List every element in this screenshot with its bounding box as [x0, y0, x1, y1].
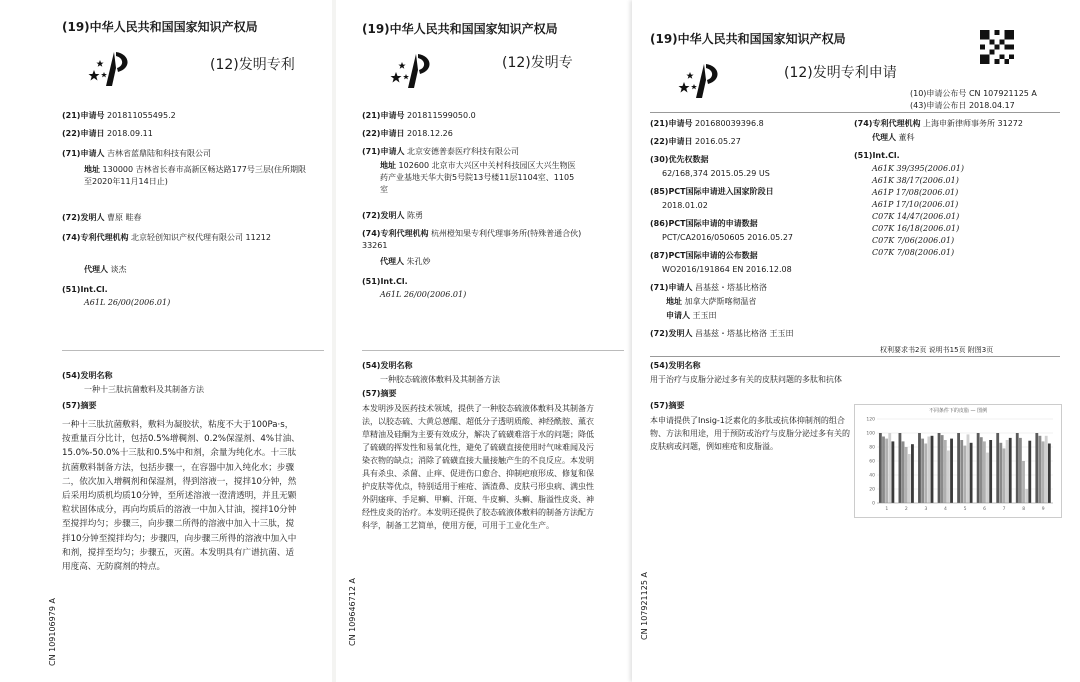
ipc-code: A61P 17/10(2006.01)	[872, 200, 959, 209]
field-int-cl: (51)Int.Cl.	[362, 277, 408, 286]
publication-date: (43)申请公布日 2018.04.17	[910, 101, 1015, 110]
bar	[938, 433, 941, 503]
bar	[980, 437, 983, 503]
field-address: 地址 130000 吉林省长春市高新区畅达路177号三层(住所期限至2020年11月14日止)	[84, 165, 307, 186]
x-tick-label: 9	[1041, 507, 1045, 512]
pages-info: 权利要求书2页 说明书15页 附图3页	[880, 346, 994, 354]
field-agent: 代理人 谈杰	[84, 265, 127, 274]
bar	[1006, 440, 1009, 503]
patent-type: (12)发明专	[502, 55, 573, 71]
abstract-text: 一种十三肽抗菌敷料，敷料为凝胶状，粘度不大于100Pa·s，按重量百分比计，包括0.5%增稠剂、0.2%保湿剂、4%甘油、15.0%-50.0%十三肽和0.5%中和剂，余量为纯化水。十三肽抗菌敷料制备方法，包括步骤一，在容器中加入纯化水；步骤二，依次加入增稠剂和保湿剂，得到溶液一，搅拌10分钟，然后采用均质机均质10分钟，至所述溶液一澄清透明，并且无颗粒状固体成分，再向均质后的溶液一中加入甘油，搅拌10分钟至搅拌均匀；步骤三，向步骤二所得的溶液中加入十三肽，搅拌10分钟至搅拌均匀；步骤四，向步骤三所得的溶液中加入中和剂，搅拌至均匀；步骤五，灭菌。本发明具有广谱抗菌、适用度高、无防腐剂的特点。	[62, 420, 300, 573]
bar	[921, 439, 924, 503]
y-tick-label: 40	[869, 473, 875, 479]
x-tick-label: 2	[904, 507, 908, 512]
bar	[1042, 441, 1045, 503]
bar	[986, 453, 989, 503]
ipc-code: A61L 26/00(2006.01)	[380, 290, 467, 299]
side-publication-number: CN 107921125 A	[640, 572, 649, 640]
title-label: (54)发明名称	[362, 361, 413, 370]
bar	[963, 446, 966, 503]
abstract-text: 本申请提供了Insig-1泛素化的多肽或抗体抑制剂的组合物、方法和用途，用于预防或治疗与皮脂分泌过多有关的皮肤病或问题，例如痤疮和皮脂溢。	[650, 416, 850, 451]
office-name: (19)中华人民共和国国家知识产权局	[62, 20, 258, 34]
bar	[1035, 433, 1038, 503]
invention-title: 一种胶态硫液体敷料及其制备方法	[380, 375, 500, 384]
field-applicant: (71)申请人 昌基兹・塔基比格洛	[650, 283, 767, 292]
cnipa-logo-icon	[86, 50, 142, 88]
field-agent: 代理人 董科	[872, 133, 915, 142]
x-tick-label: 7	[1002, 507, 1006, 512]
bar	[1009, 438, 1012, 503]
bar	[1048, 444, 1051, 504]
abstract-label: (57)摘要	[650, 401, 685, 410]
title-label: (54)发明名称	[650, 361, 701, 370]
abstract-label: (57)摘要	[62, 401, 97, 410]
bar	[977, 433, 980, 503]
bar	[918, 433, 921, 503]
ipc-code: C07K 14/47(2006.01)	[872, 212, 960, 221]
divider	[650, 356, 1060, 357]
abstract-label: (57)摘要	[362, 389, 397, 398]
bar	[970, 443, 973, 503]
field-priority: (30)优先权数据	[650, 155, 709, 164]
bar	[944, 440, 947, 503]
ipc-code: A61K 39/395(2006.01)	[872, 164, 964, 173]
bar	[983, 441, 986, 503]
bar	[931, 436, 934, 503]
bar	[924, 444, 927, 504]
field-applicant-2: 申请人 王玉田	[666, 311, 717, 320]
ipc-code: A61P 17/08(2006.01)	[872, 188, 959, 197]
y-tick-label: 0	[872, 501, 875, 507]
bar	[899, 433, 902, 503]
field-pct-national-phase-value: 2018.01.02	[662, 201, 708, 210]
patent-page-1	[0, 0, 332, 682]
divider	[62, 350, 324, 351]
x-tick-label: 1	[885, 507, 889, 512]
bar	[950, 439, 953, 503]
bar	[1016, 433, 1019, 503]
field-int-cl: (51)Int.Cl.	[854, 151, 900, 160]
abstract-figure	[854, 404, 1062, 518]
patent-type: (12)发明专利	[210, 57, 295, 73]
y-tick-label: 20	[869, 487, 875, 493]
x-tick-label: 3	[924, 507, 928, 512]
field-priority-value: 62/168,374 2015.05.29 US	[662, 169, 770, 178]
bar	[885, 439, 888, 503]
bar	[882, 437, 885, 504]
bar	[927, 437, 930, 504]
bar	[1028, 441, 1031, 503]
invention-title: 一种十三肽抗菌敷料及其制备方法	[84, 385, 204, 394]
ipc-code: C07K 7/06(2006.01)	[872, 236, 955, 245]
bar	[999, 443, 1002, 503]
y-tick-label: 80	[869, 445, 875, 451]
divider	[650, 112, 1060, 113]
bar	[960, 440, 963, 503]
field-inventor: (72)发明人 昌基兹・塔基比格洛 王玉田	[650, 329, 794, 338]
cnipa-logo-icon	[388, 52, 444, 90]
x-tick-label: 5	[963, 507, 967, 512]
bar	[1022, 461, 1025, 503]
field-agency: (74)专利代理机构 杭州橙知果专利代理事务所(特殊普通合伙) 33261	[362, 229, 582, 250]
bar	[888, 433, 891, 503]
bar	[905, 447, 908, 503]
field-address: 地址 加拿大萨斯喀彻温省	[666, 297, 757, 306]
bar	[902, 441, 905, 503]
bar	[879, 433, 882, 503]
patent-page-3	[632, 0, 1080, 682]
y-tick-label: 100	[866, 431, 875, 437]
bar	[1025, 489, 1028, 503]
field-pct-publication-value: WO2016/191864 EN 2016.12.08	[662, 265, 792, 274]
ipc-code: A61L 26/00(2006.01)	[84, 298, 171, 307]
side-publication-number: CN 109106979 A	[48, 598, 57, 666]
bar	[891, 441, 894, 503]
patent-type: (12)发明专利申请	[784, 65, 897, 81]
bar	[941, 435, 944, 503]
x-tick-label: 8	[1022, 507, 1026, 512]
field-pct-application-value: PCT/CA2016/050605 2016.05.27	[662, 233, 793, 242]
office-name: (19)中华人民共和国国家知识产权局	[650, 32, 846, 46]
field-applicant: (71)申请人 吉林省蓝鼎陆和科技有限公司	[62, 149, 211, 158]
qr-code-icon	[980, 30, 1014, 68]
bar	[1039, 436, 1042, 503]
y-tick-label: 60	[869, 459, 875, 465]
ipc-code: C07K 16/18(2006.01)	[872, 224, 960, 233]
field-address: 地址 102600 北京市大兴区中关村科技园区大兴生物医药产业基地天华大街5号院13号楼11层1104室、1105室	[380, 161, 576, 194]
bar	[908, 454, 911, 503]
x-tick-label: 6	[983, 507, 986, 512]
field-application-date: (22)申请日 2018.12.26	[362, 129, 453, 138]
field-pct-publication: (87)PCT国际申请的公布数据	[650, 251, 758, 260]
field-agent: 代理人 朱孔妙	[380, 257, 431, 266]
bar	[957, 433, 960, 503]
patent-page-2	[336, 0, 638, 682]
x-tick-label: 4	[944, 507, 947, 512]
field-application-date: (22)申请日 2018.09.11	[62, 129, 153, 138]
bar	[947, 451, 950, 504]
bar	[989, 440, 992, 503]
field-application-number: (21)申请号 201680039396.8	[650, 119, 764, 128]
ipc-code: A61K 38/17(2006.01)	[872, 176, 959, 185]
field-pct-application: (86)PCT国际申请的申请数据	[650, 219, 758, 228]
y-tick-label: 120	[866, 417, 875, 423]
field-applicant: (71)申请人 北京安德普泰医疗科技有限公司	[362, 147, 519, 156]
field-agency: (74)专利代理机构 北京轻创知识产权代理有限公司 11212	[62, 233, 271, 242]
field-application-number: (21)申请号 201811055495.2	[62, 111, 176, 120]
field-int-cl: (51)Int.Cl.	[62, 285, 108, 294]
office-name: (19)中华人民共和国国家知识产权局	[362, 22, 558, 36]
bar	[996, 433, 999, 503]
invention-title: 用于治疗与皮脂分泌过多有关的皮肤问题的多肽和抗体	[650, 375, 842, 384]
bar	[1019, 438, 1022, 503]
field-inventor: (72)发明人 陈勇	[362, 211, 423, 220]
publication-number: (10)申请公布号 CN 107921125 A	[910, 89, 1037, 98]
field-application-date: (22)申请日 2016.05.27	[650, 137, 741, 146]
ipc-code: C07K 7/08(2006.01)	[872, 248, 955, 257]
figure-caption: 不同条件下的皮脂 — 图例	[928, 408, 988, 414]
side-publication-number: CN 109646712 A	[348, 578, 357, 646]
field-pct-national-phase: (85)PCT国际申请进入国家阶段日	[650, 187, 774, 196]
cnipa-logo-icon	[676, 62, 732, 100]
title-label: (54)发明名称	[62, 371, 113, 380]
abstract-text: 本发明涉及医药技术领域，提供了一种胶态硫液体敷料及其制备方法，以胶态硫、大黄总蒽醌、超低分子透明质酸、神经酰胺、薰衣草精油及硅酮为主要有效成分，解决了硫磺难溶于水的问题；降低了硫磺的挥发性和易氧化性，避免了硫磺直接使用时气味难闻及污染衣物的缺点；消除了硫磺直接大量接触产生的不良反应。本发明具有杀虫、杀菌、止痒、促进伤口愈合、抑制疤痕形成、修复和保护皮肤等优点，特别适用于痤疮、酒渣鼻、皮肤弓形虫病、满虫性外阴瘙痒、手足癣、甲癣、汗斑、牛皮癣、头癣、脂溢性皮炎、神经性皮炎的治疗。本发明还提供了胶态硫液体敷料的制备方法配方科学，制备工艺简单，使用方便，可用于工业化生产。	[362, 404, 594, 530]
bar	[1003, 448, 1006, 503]
field-agency: (74)专利代理机构 上海申新律师事务所 31272	[854, 119, 1023, 128]
bar	[967, 434, 970, 503]
field-inventor: (72)发明人 曹原 畦春	[62, 213, 142, 222]
bar	[1045, 436, 1048, 503]
bar	[911, 444, 914, 503]
bar-chart	[855, 413, 1061, 517]
divider	[362, 350, 624, 351]
field-application-number: (21)申请号 201811599050.0	[362, 111, 476, 120]
